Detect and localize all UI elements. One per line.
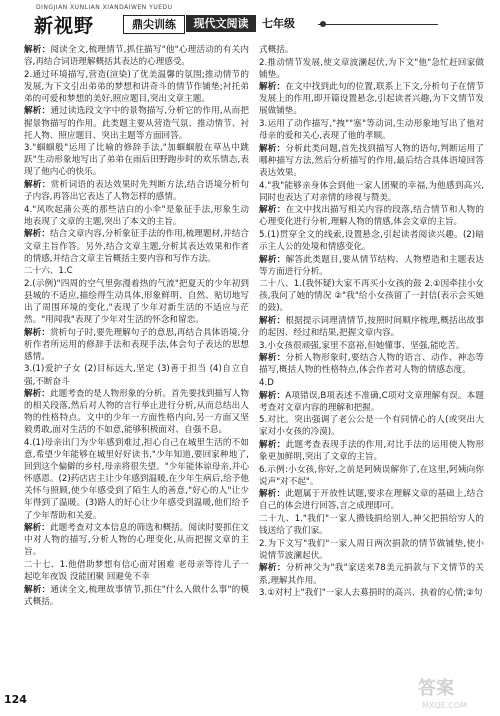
- answer-text: 分析人物形象时,要结合人物的语言、动作、神态等描写,概括人物的性格特点,体会作者对人物的情感态度。: [259, 353, 484, 376]
- answer-paragraph: [259, 513, 484, 537]
- page-header: [0, 0, 500, 44]
- answer-text: 2.通过环境描写,营造(渲染)了优美温馨的氛围;推动情节的发展,为下文引出弟弟的梦想和讲奇斗的情节作铺垫;衬托弟弟的可爱和梦想的美好,照应题目,突出文章主题。: [24, 69, 249, 104]
- answer-paragraph: [259, 538, 484, 562]
- answer-paragraph: [24, 363, 249, 387]
- answer-text: 阅读全文,梳理情节,抓住描写"他"心理活动的有关内容,再结合词语理解概括其表达的心理感受。: [24, 45, 249, 68]
- answer-text: 3."蝈蝈般"运用了比喻的修辞手法,"加蝈蝈般在草丛中跳跃"生动形象地写出了弟弟在雨后田野跑步时的欢乐情态,表现了他内心的快乐。: [24, 143, 249, 178]
- answer-text: 此题考查表现手法的作用,对比手法的运用使人物形象更加鲜明,突出了文章的主旨。: [259, 440, 484, 463]
- svg-text:MXQE.COM: MXQE.COM: [422, 701, 468, 710]
- answer-paragraph: [259, 254, 484, 278]
- analysis-label: 解析：: [259, 489, 286, 500]
- answer-paragraph: [259, 562, 484, 586]
- brand-logo: 新视野: [34, 15, 95, 37]
- answer-paragraph: [24, 179, 249, 203]
- analysis-label: 解析：: [24, 45, 51, 55]
- answer-text: 二十六、1.C: [24, 266, 73, 277]
- answer-text: 2.推动情节发展,使文章波澜起伏,为下文"他"急忙赶回家做铺垫。: [259, 57, 484, 80]
- answer-text: 在文中找出描写相关内容的段落,结合情节和人物的心理变化进行分析,理解人物的情感,体会文章的主旨。: [259, 205, 484, 228]
- analysis-label: 解析：: [259, 440, 286, 450]
- answer-text: 3.小女孩很顽强,家里不富裕,但她懂事、坚强,能吃苦。: [259, 340, 465, 351]
- answer-text: 3.①对村上"我们"一家人去募捐时的高兴、执着的心情;②句: [259, 588, 483, 599]
- watermark-stamp: [414, 672, 496, 712]
- header-dot: [320, 21, 326, 27]
- answer-paragraph: [259, 377, 484, 389]
- right-column: [259, 44, 484, 600]
- answer-text: 4.(1)母亲出门为少年感到难过,担心自己在城里生活的不如意,希望少年能够在城里好好读书,"少年知道,要回家种地了,回到这个偏僻的乡村,母亲将很失望。"少年能体谅母亲,并心怀感恩。(2)药店店主让少年感到温暖,在少年生病后,给予他关怀与照顾,使少年感受到了陌生人的善意,"好心的人"让少年得到了温暖。(3)路人的好心让少年感受到温暖,他们给予了少年帮助和关爱。: [24, 438, 249, 521]
- answer-text: 解答此类题目,要从情节结构、人物塑造和主题表达等方面进行分析。: [259, 254, 484, 277]
- answer-paragraph: [24, 437, 249, 522]
- answer-paragraph: [259, 464, 484, 488]
- answer-paragraph: [259, 587, 484, 599]
- answer-paragraph: [259, 352, 484, 376]
- answer-paragraph: [24, 105, 249, 141]
- answer-text: 二十九、1."我们"一家人攒钱捐给别人,神父把捐给穷人的钱送给了我们家。: [259, 514, 484, 537]
- answer-paragraph: [24, 142, 249, 178]
- answer-text: 3.运用了动作描写,"拽""塞"等动词,生动形象地写出了他对母亲的爱和关心,表现了他的孝顺。: [259, 119, 484, 142]
- answer-paragraph: [259, 488, 484, 512]
- answer-paragraph: [259, 57, 484, 81]
- answer-text: 通过读选段文字中的景物描写,分析它的作用,从而把握景物描写的作用。此类题主要从营造气氛、推动情节、衬托人物、照应题目、突出主题等方面回答。: [24, 106, 249, 141]
- answer-paragraph: [259, 315, 484, 339]
- answer-text: 2.为下文写"我们"一家人周日两次捐款的情节做铺垫,使小说情节波澜起伏。: [259, 538, 484, 561]
- header-pinyin: DINGJIAN XUNLIAN XIANDAIWEN YUEDU: [36, 4, 173, 11]
- answer-text: 此题考查对文本信息的筛选和概括。阅读时要抓住文中对人物的描写,分析人物的心理变化,从而把握文章的主旨。: [24, 523, 249, 558]
- answer-paragraph: [259, 229, 484, 253]
- analysis-label: 解析：: [259, 353, 286, 364]
- answer-paragraph: [259, 439, 484, 463]
- series-label: 鼎尖训练: [123, 15, 185, 34]
- svg-text:答案: 答案: [418, 678, 454, 699]
- answer-paragraph: [259, 414, 484, 438]
- answer-paragraph: [24, 584, 249, 608]
- analysis-label: 解析：: [24, 389, 50, 400]
- answer-text: 5.(1)贯穿全文的线索,设置悬念,引起读者阅读兴趣。(2)暗示主人公的处境和情感变化。: [259, 229, 484, 252]
- answer-text: 2.(示例)"四周的空气里弥漫着热的气流"把夏天的少年初到县城的不适应,描绘得生动具体,形象鲜明、自然、贴切地写出了周围环境的变化,"表现了少年对新生活的不适应与茫然。"用闻我"表现了少年对生活的怀念和留恋。: [24, 278, 249, 326]
- analysis-label: 解析：: [259, 316, 286, 327]
- answer-paragraph: [24, 265, 249, 277]
- answer-paragraph: [259, 81, 484, 117]
- answer-paragraph: [259, 118, 484, 142]
- analysis-label: 解析：: [24, 584, 51, 595]
- header-divider: [318, 24, 438, 25]
- answer-text: 式概括。: [259, 45, 294, 55]
- answer-text: A项错误,B项表述不准确,C项对文章理解有误。本题考查对文章内容的理解和把握。: [259, 390, 484, 413]
- answer-paragraph: [24, 327, 249, 363]
- answer-text: 二十八、1.(我怀疑)大家不再买小女孩的鼓 2.①因牵挂小女孩,我问了她的情况 ②"我"给小女孩留了一封信(表示会买她的鼓)。: [259, 279, 484, 314]
- answer-text: 赏析句子时,要先理解句子的意思,再结合具体语境,分析作者所运用的修辞手法和表现手法,体会句子表达的思想感情。: [24, 327, 249, 362]
- answer-text: 分析此类问题,首先找到描写人物的语句,判断运用了哪种描写方法,然后分析描写的作用,最后结合具体语境回答表达效果。: [259, 143, 484, 178]
- answer-paragraph: [259, 390, 484, 414]
- answer-text: 结合文章内容,分析象征手法的作用,梳理题材,并结合文章主旨作答。另外,结合文章主题,分析其表达效果和作者的情感,并结合文章主旨概括主要内容和写作方法。: [24, 229, 249, 264]
- analysis-label: 解析：: [24, 327, 50, 338]
- answer-text: 4.D: [259, 378, 274, 389]
- analysis-label: 解析：: [24, 180, 51, 191]
- answer-paragraph: [24, 559, 249, 583]
- answer-paragraph: [259, 143, 484, 179]
- answer-text: 5.对比。突出强调了老公公是一个有同情心的人(或突出大家对小女孩的冷漠)。: [259, 415, 484, 438]
- left-column: [24, 44, 249, 608]
- analysis-label: 解析：: [259, 390, 286, 401]
- analysis-label: 解析：: [24, 229, 50, 240]
- subject-label: 现代文阅读: [186, 15, 256, 32]
- answer-text: 4."风吹起蒲公英的那些洁白的小伞"是象征手法,形象生动地表现了文章的主题,突出了本文的主旨。: [24, 204, 249, 227]
- answer-paragraph: [259, 278, 484, 314]
- answer-text: 通读全文,梳理故事情节,抓住"什么人做什么事"的模式概括。: [24, 584, 249, 607]
- answer-paragraph: [259, 204, 484, 228]
- answer-text: 3.(1)爱护子女 (2)目标远大,坚定 (3)善于担当 (4)自立自强,不断奋斗: [24, 364, 249, 387]
- answer-paragraph: [24, 388, 249, 436]
- answer-paragraph: [259, 44, 484, 56]
- analysis-label: 解析：: [24, 106, 51, 117]
- analysis-label: 解析：: [259, 143, 286, 154]
- analysis-label: 解析：: [259, 205, 286, 216]
- answer-paragraph: [259, 180, 484, 204]
- grade-label: 七年级: [262, 17, 295, 30]
- answer-paragraph: [24, 44, 249, 68]
- answer-text: 在文中找到此句的位置,联系上下文,分析句子在情节发展上的作用,即开篇设置悬念,引起读者兴趣,为下文情节发展做铺垫。: [259, 82, 484, 117]
- answer-text: 二十七、1.他借助梦想有信心面对困难 老母亲等待儿子一起吃年夜饭 没能团聚 回避免不幸: [24, 559, 249, 583]
- analysis-label: 解析：: [259, 254, 286, 265]
- answer-text: 此题考查的是人物形象的分析。首先要找到描写人物的相关段落,然后对人物的言行举止进行分析,从而总结出人物的性格特点。文中的少年一方面性格内向,另一方面又坚毅勇敢,面对生活的不如意,能够积极面对、自强不息。: [24, 389, 249, 436]
- answer-text: 分析神父为"我"家送来78美元捐款与下文情节的关系,理解其作用。: [259, 563, 484, 586]
- answer-paragraph: [24, 228, 249, 264]
- answer-text: 6.示例:小女孩,你好,之前是阿姨误解你了,在这里,阿姨向你说声"对不起"。: [259, 464, 484, 487]
- answer-paragraph: [24, 278, 249, 326]
- answer-text: 根据提示词理清情节,按照时间顺序梳理,概括出故事的起因、经过和结果,把握文章内容。: [259, 316, 484, 339]
- page-number: 124: [4, 693, 27, 706]
- answer-text: 此题属于开放性试题,要求在理解文章的基础上,结合自己的体会进行回答,言之成理即可。: [259, 489, 484, 512]
- answer-text: 赏析词语的表达效果时先判断方法,结合语境分析句子内容,再答出它表达了人物怎样的感情。: [24, 180, 249, 203]
- answer-paragraph: [24, 69, 249, 105]
- answer-paragraph: [24, 522, 249, 558]
- analysis-label: 解析：: [24, 523, 50, 534]
- analysis-label: 解析：: [259, 82, 286, 93]
- answer-paragraph: [24, 204, 249, 228]
- answer-paragraph: [259, 340, 484, 352]
- answer-text: 4."我"能够亲身体会到他一家人团聚的幸福,为他感到高兴,同时也表达了对亲情的珍视与赞美。: [259, 180, 484, 203]
- analysis-label: 解析：: [259, 563, 286, 574]
